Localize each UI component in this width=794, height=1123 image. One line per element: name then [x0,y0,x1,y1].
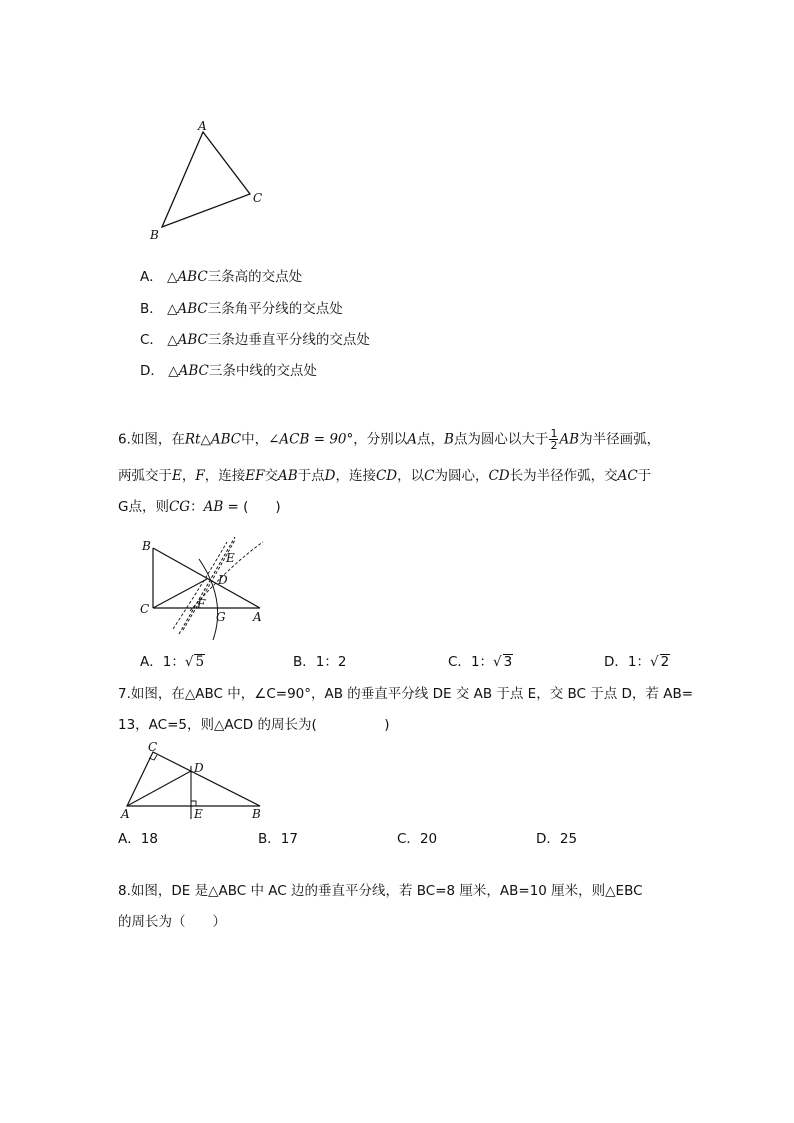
q7-line-1: 7.如图，在△ABC 中，∠C=90°，AB 的垂直平分线 DE 交 AB 于点 E，交 BC 于点 D，若 AB= [118,686,694,702]
triangle-name: ABC [177,301,208,317]
label-e: E [226,551,235,565]
triangle-name: ABC [177,332,208,348]
option-letter: A． [140,269,163,285]
q6-line-1: 6.如图，在Rt△ABC中，∠ACB = 90°，分别以A点，B点为圆心以大于 $\frac{1}{2}$ AB为半径画弧， [118,427,661,452]
label-a: A [198,119,207,133]
q6-option-a[interactable]: A．1：√ 5 [140,654,205,670]
label-g: G [216,610,226,624]
q6-line-3: G点，则CG：AB = ( ) [118,499,281,515]
triangle-abc-shape [162,132,250,227]
q6-option-b[interactable]: B．1：2 [293,654,347,670]
label-a: A [121,807,130,821]
label-e: E [194,807,203,821]
sqrt-symbol: √ [184,654,194,670]
q6-line-2: 两弧交于E，F，连接EF交AB于点D，连接CD，以C为圆心，CD长为半径作弧，交AC于 [118,468,652,484]
figure-triangle-abc [140,110,280,245]
label-c: C [253,191,263,205]
triangle-symbol: △ [167,269,178,285]
q6-option-d[interactable]: D．1：√ 2 [604,654,670,670]
option-text: 三条角平分线的交点处 [207,301,343,317]
q5-option-b[interactable] [140,299,343,319]
q7-line-2: 13，AC=5，则△ACD 的周长为( ) [118,717,390,733]
option-letter: B． [140,301,163,317]
label-d: D [218,573,228,587]
q5-option-d[interactable] [140,361,317,381]
q7-option-b[interactable]: B．17 [258,831,298,847]
option-text: 三条边垂直平分线的交点处 [207,332,370,348]
q8-line-2: 的周长为（ ） [118,914,226,930]
segment-ad [127,771,191,806]
label-d: D [194,761,204,775]
triangle-symbol: △ [167,332,178,348]
label-b: B [150,228,159,242]
q5-option-c[interactable] [140,330,370,350]
label-c: C [140,602,150,616]
q6-option-c[interactable]: C．1：√ 3 [448,654,513,670]
q7-option-c[interactable]: C．20 [397,831,438,847]
q5-option-a[interactable] [140,267,302,287]
option-letter: D． [140,363,164,379]
q8-line-1: 8.如图，DE 是△ABC 中 AC 边的垂直平分线，若 BC=8 厘米，AB=10 厘米，则△EBC [118,883,643,899]
triangle-symbol: △ [167,301,178,317]
option-text: 三条中线的交点处 [208,363,317,379]
right-angle-mark-e [191,801,196,806]
triangle-name: ABC [178,363,209,379]
label-c: C [148,740,158,754]
sqrt-symbol: √ [493,654,502,670]
label-f: F [197,597,206,611]
fraction-one-half: $\frac{1}{2}$ [550,427,558,452]
sqrt-symbol: √ [650,654,659,670]
option-text: 三条高的交点处 [207,269,303,285]
figure-q7 [115,738,270,823]
label-b: B [142,539,151,553]
figure-q6 [135,535,275,640]
triangle-symbol: △ [168,363,179,379]
label-a: A [253,610,262,624]
label-b: B [252,807,261,821]
q7-option-a[interactable]: A．18 [118,831,158,847]
q7-option-d[interactable]: D．25 [536,831,578,847]
option-letter: C． [140,332,163,348]
triangle-name: ABC [177,269,208,285]
